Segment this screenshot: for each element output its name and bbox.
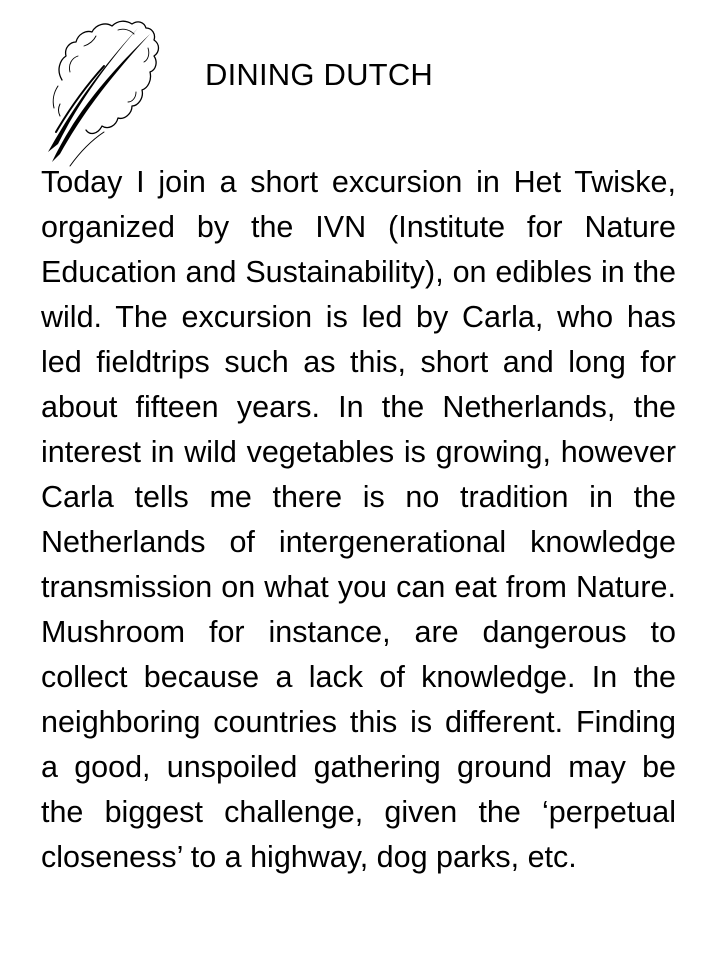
leaf-sketch-icon [40, 12, 168, 174]
document-title: DINING DUTCH [205, 57, 433, 92]
body-paragraph: Today I join a short excursion in Het Twiske, organized by the IVN (Institute for Nature Education and Sustainability), on edibles in the wild. The excursion is led by Carla, who has led fieldtrips such as this, short and long for about fifteen years. In the Netherlands, the interest in wild vegetables is growing, however Carla tells me there is no tradition in the Netherlands of intergenerational knowledge transmission on what you can eat from Nature. Mushroom for instance, are dangerous to collect because a lack of knowledge. In the neighboring countries this is different. Finding a good, unspoiled gathering ground may be the biggest challenge, given the ‘perpetual closeness’ to a highway, dog parks, etc. [41, 165, 676, 874]
